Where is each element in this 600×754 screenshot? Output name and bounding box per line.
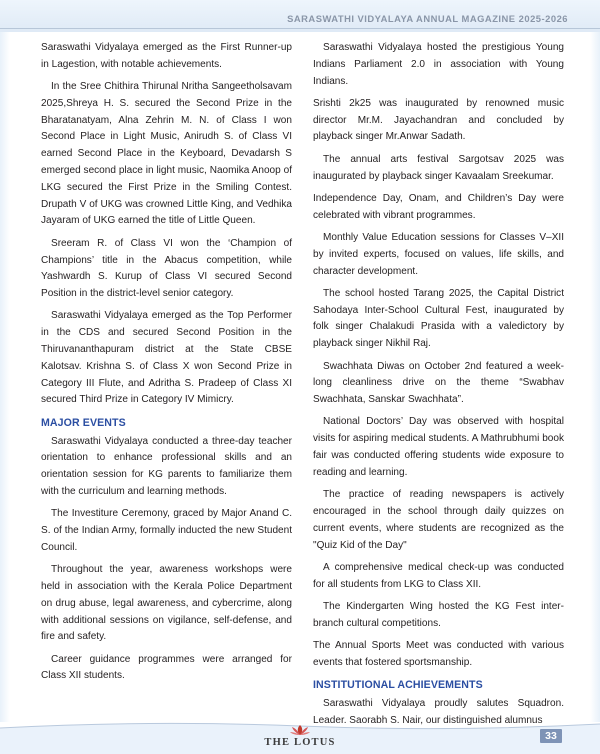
right-column [313,40,564,735]
paragraph: In the Sree Chithira Thirunal Nritha Sangeetholsavam 2025,Shreya H. S. secured the Second Prize in the Bharatanatyam, Alna Zehrin M. N. of Class I won Second Place in Light Music, Anirudh S. of Class VI earned Second Place in the Keyboard, Devadarsh S emerged second place in light music, Naomika Anoop of LKG secured the First Prize in the Smiling Contest. Drupath V of UKG was crowned Little King, and Vedhika Jayaram of UKG earned the title of Little Queen. [41,81,292,227]
paragraph: Saraswathi Vidyalaya emerged as the First Runner-up in Lagestion, with notable achievements. [41,42,292,70]
paragraph: Saraswathi Vidyalaya hosted the prestigious Young Indians Parliament 2.0 in association with Young Indians. [313,42,564,87]
running-header: SARASWATHI VIDYALAYA ANNUAL MAGAZINE 2025-2026 [287,13,568,24]
paragraph: Saraswathi Vidyalaya conducted a three-day teacher orientation to enhance professional skills and an orientation session for KG parents to familiarize them with the curriculum and learning methods. [41,435,292,497]
header-divider [0,28,600,29]
paragraph: The Investiture Ceremony, graced by Major Anand C. S. of the Indian Army, formally inducted the new Student Council. [41,508,292,553]
paragraph: The school hosted Tarang 2025, the Capital District Sahodaya Inter-School Cultural Fest, inaugurated by folk singer Chalakudi Prasida with a valedictory by playback singer Nikhil Raj. [313,287,564,350]
paragraph: Srishti 2k25 was inaugurated by renowned music director Mr.M. Jayachandran and concluded by playback singer Mr.Anwar Sadath. [313,97,564,143]
paragraph: The practice of reading newspapers is actively encouraged in the school through daily quizzes on current events, where students are recognized as the "Quiz Kid of the Day" [313,489,564,551]
section-heading-major-events: MAJOR EVENTS [41,416,126,429]
paragraph: Independence Day, Onam, and Children’s Day were celebrated with vibrant programmes. [313,192,564,221]
paragraph: Saraswathi Vidyalaya proudly salutes Squadron. Leader. Saorabh S. Nair, our distinguished alumnus [313,697,564,726]
right-margin-band [590,32,600,722]
paragraph: The annual arts festival Sargotsav 2025 was inaugurated by playback singer Kavaalam Sreekumar. [313,153,564,182]
left-margin-band [0,32,10,722]
paragraph: Sreeram R. of Class VI won the ‘Champion of Champions’ title in the Abacus competition, while Yashwardh S. Kurup of Class VI secured Second Position in the district-level senior category. [41,237,292,300]
paragraph: A comprehensive medical check-up was conducted for all students from LKG to Class XII. [313,561,564,590]
paragraph: Monthly Value Education sessions for Classes V–XII by invited experts, focused on values, life skills, and character development. [313,231,564,277]
paragraph: Career guidance programmes were arranged for Class XII students. [41,653,292,682]
lotus-icon [289,724,311,736]
paragraph: Swachhata Diwas on October 2nd featured a week-long cleanliness drive on the theme “Swabhav Swachhata, Sanskar Swachhata”. [313,360,564,406]
paragraph: Saraswathi Vidyalaya emerged as the Top Performer in the CDS and secured Second Position in the Thiruvananthapuram district at the State CBSE Kalotsav. Krishna S. of Class X won Second Prize in Category III Flute, and Adritha S. Pradeep of Class XI secured Third Prize in Category IV Mimicry. [41,310,292,406]
footer-logo [0,724,600,748]
left-column [41,40,292,691]
paragraph: National Doctors’ Day was observed with hospital visits for aspiring medical students. A Mathrubhumi book fair was conducted offering students wide exposure to reading and learning. [313,416,564,478]
section-heading-institutional-achievements: INSTITUTIONAL ACHIEVEMENTS [313,679,483,692]
footer-brand: THE LOTUS [264,737,336,748]
paragraph: Throughout the year, awareness workshops were held in association with the Kerala Police Department on drug abuse, legal awareness, and cybercrime, along with additional sessions on vigilance, self-defense, and fire and safety. [41,564,292,643]
paragraph: The Kindergarten Wing hosted the KG Fest inter-branch cultural competitions. [313,600,564,629]
page-number-badge: 33 [540,729,562,743]
paragraph: The Annual Sports Meet was conducted with various events that fostered sportsmanship. [313,640,564,668]
